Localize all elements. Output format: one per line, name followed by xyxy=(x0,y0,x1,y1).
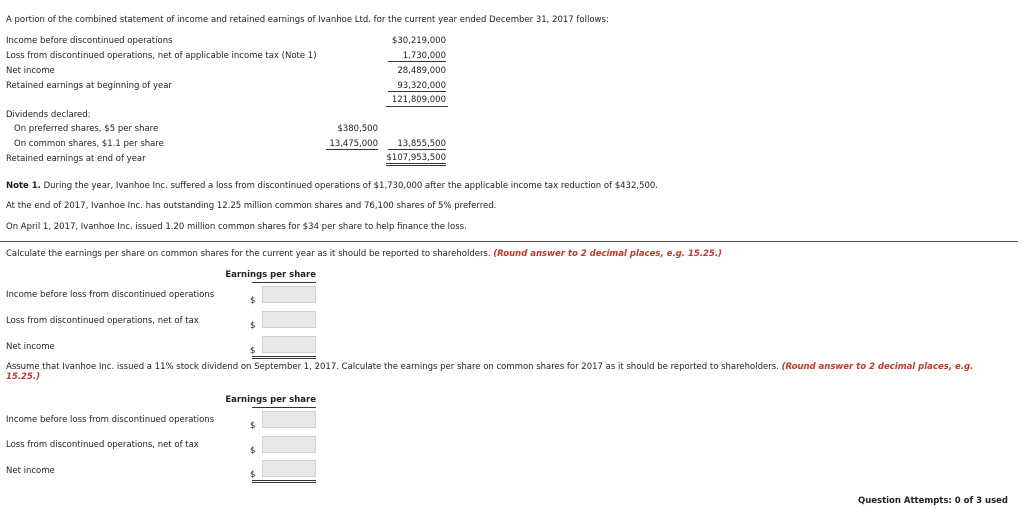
part2-rounding-hint: (Round answer to 2 decimal places, e.g. xyxy=(781,362,974,372)
currency-symbol: $ xyxy=(250,346,256,356)
note-shares-issued: On April 1, 2017, Ivanhoe Inc. issued 1.20 million common shares for $34 per share to help finance the loss. xyxy=(6,222,467,232)
currency-symbol: $ xyxy=(250,296,256,306)
statement-label: Income before discontinued operations xyxy=(6,36,173,46)
statement-subtotal: 121,809,000 xyxy=(391,95,446,105)
statement-label: Loss from discontinued operations, net of applicable income tax (Note 1) xyxy=(6,51,317,61)
statement-label: On preferred shares, $5 per share xyxy=(14,124,159,134)
subtotal-rule xyxy=(386,106,448,107)
cropped-header-remnant xyxy=(6,0,126,3)
question-attempts: Question Attempts: 0 of 3 used xyxy=(857,496,1008,506)
part2-question-text: Assume that Ivanhoe Inc. issued a 11% stock dividend on September 1, 2017. Calculate the earnings per share on common shares for 2017 as it should be reported to shareholders. xyxy=(6,362,782,372)
section-divider xyxy=(0,241,1018,242)
part2-total-rule xyxy=(252,480,316,483)
part1-row-label: Loss from discontinued operations, net of tax xyxy=(6,316,199,326)
statement-value: 1,730,000 xyxy=(388,51,446,62)
part2-header-rule xyxy=(252,407,316,408)
part1-question-text: Calculate the earnings per share on common shares for the current year as it should be reported to shareholders. xyxy=(6,249,494,259)
statement-value: $30,219,000 xyxy=(391,36,446,46)
currency-symbol: $ xyxy=(250,470,256,480)
part1-eps-loss-discontinued-input[interactable] xyxy=(262,311,316,328)
part1-column-header: Earnings per share xyxy=(225,270,316,280)
currency-symbol: $ xyxy=(250,321,256,331)
part1-eps-income-before-loss-input[interactable] xyxy=(262,286,316,303)
statement-label: On common shares, $1.1 per share xyxy=(14,139,164,149)
statement-total: $107,953,500 xyxy=(386,153,446,166)
part2-rounding-hint-cont: 15.25.) xyxy=(6,372,40,382)
part1-row-label: Income before loss from discontinued operations xyxy=(6,290,215,300)
part2-question xyxy=(6,362,1006,382)
statement-value: 93,320,000 xyxy=(388,81,446,92)
part2-row-label: Net income xyxy=(6,466,55,476)
statement-value: 13,855,500 xyxy=(388,139,446,150)
statement-value: 28,489,000 xyxy=(397,66,446,76)
note-1-text: During the year, Ivanhoe Inc. suffered a loss from discontinued operations of $1,730,000 after the applicable income tax reduction of $432,500. xyxy=(40,181,658,191)
currency-symbol: $ xyxy=(250,421,256,431)
statement-inner-value: $380,500 xyxy=(337,124,378,134)
part2-row-label: Income before loss from discontinued operations xyxy=(6,415,215,425)
currency-symbol: $ xyxy=(250,446,256,456)
part1-total-rule xyxy=(252,356,316,359)
statement-label: Retained earnings at beginning of year xyxy=(6,81,172,91)
part2-column-header: Earnings per share xyxy=(225,395,316,405)
statement-label: Retained earnings at end of year xyxy=(6,154,146,164)
part1-row-label: Net income xyxy=(6,342,55,352)
part1-header-rule xyxy=(252,282,316,283)
statement-label: Net income xyxy=(6,66,55,76)
part1-rounding-hint: (Round answer to 2 decimal places, e.g. 15.25.) xyxy=(493,249,722,259)
part2-eps-loss-discontinued-input[interactable] xyxy=(262,436,316,453)
part1-eps-net-income-input[interactable] xyxy=(262,336,316,353)
note-1-label: Note 1. xyxy=(6,181,41,191)
note-shares-outstanding: At the end of 2017, Ivanhoe Inc. has outstanding 12.25 million common shares and 76,100 shares of 5% preferred. xyxy=(6,201,497,211)
statement-label: Dividends declared: xyxy=(6,110,91,120)
intro-text: A portion of the combined statement of income and retained earnings of Ivanhoe Ltd. for the current year ended December 31, 2017 follows: xyxy=(6,15,609,25)
part2-eps-net-income-input[interactable] xyxy=(262,460,316,477)
note-1 xyxy=(6,181,658,191)
part1-question xyxy=(6,249,722,259)
part2-row-label: Loss from discontinued operations, net of tax xyxy=(6,440,199,450)
part2-eps-income-before-loss-input[interactable] xyxy=(262,411,316,428)
statement-inner-value: 13,475,000 xyxy=(326,139,378,150)
